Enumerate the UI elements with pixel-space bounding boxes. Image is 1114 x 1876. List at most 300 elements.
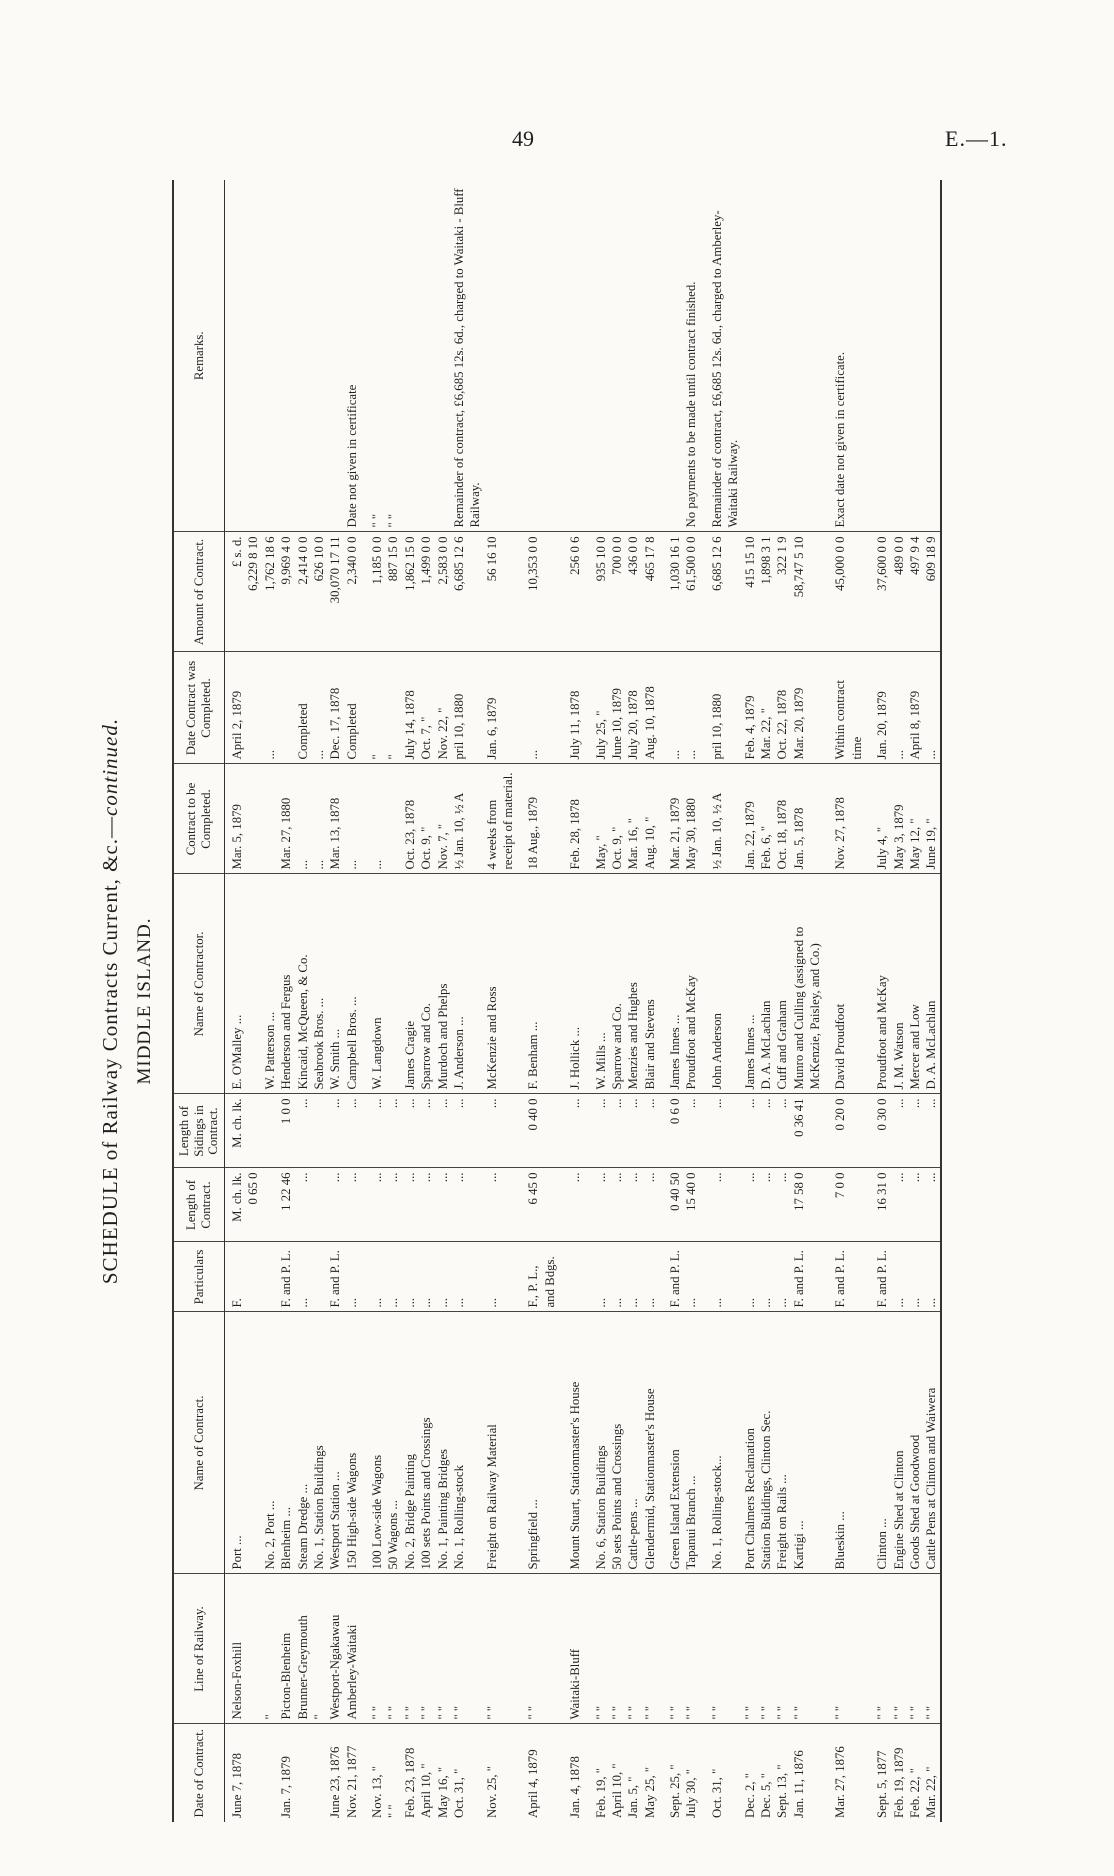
cell-completed: ... xyxy=(658,652,683,764)
cell-contractor xyxy=(385,874,401,1094)
cell-sidings: 0 36 41 xyxy=(791,1094,824,1168)
cell-contractor: F. Benham ... xyxy=(516,874,558,1094)
cell-amount: 700 0 0 xyxy=(609,532,625,652)
cell-line: " " xyxy=(625,1574,641,1724)
cell-remarks xyxy=(742,180,758,532)
cell-line: Amberley-Waitaki xyxy=(344,1574,360,1724)
cell-completed: Aug. 10, 1878 xyxy=(642,652,658,764)
cell-remarks xyxy=(278,180,294,532)
cell-remarks xyxy=(516,180,558,532)
cell-contract: 100 Low-side Wagons xyxy=(360,1312,385,1574)
cell-completed: ... xyxy=(262,652,278,764)
cell-completed: ... xyxy=(923,652,940,764)
cell-particulars: F. and P. L. xyxy=(327,1242,343,1312)
cell-line: " " xyxy=(360,1574,385,1724)
cell-length: ... xyxy=(344,1168,360,1242)
cell-date: Jan. 5, " xyxy=(626,1776,641,1818)
cell-length: 1 22 46 xyxy=(278,1168,294,1242)
table-body xyxy=(225,180,941,1822)
table-row xyxy=(891,180,907,1822)
cell-remarks xyxy=(642,180,658,532)
header-line: Line of Railway. xyxy=(173,1574,225,1724)
cell-date: Oct. 31, " xyxy=(709,1768,724,1818)
cell-amount: 626 10 0 xyxy=(311,532,327,652)
cell-contractor: Munro and Culling (assigned to McKenzie, Paisley, and Co.) xyxy=(791,874,824,1094)
cell-remarks: Remainder of contract, £6,685 12s. 6d., charged to Amberley-Waitaki Railway. xyxy=(700,180,742,532)
cell-to-complete: ... xyxy=(311,764,327,874)
cell-contractor: John Anderson xyxy=(700,874,742,1094)
cell-remarks xyxy=(484,180,517,532)
cell-contract: Cattle Pens at Clinton and Waiwera xyxy=(923,1312,940,1574)
cell-particulars: ... xyxy=(295,1242,311,1312)
cell-sidings: ... xyxy=(558,1094,583,1168)
cell-length: M. ch. lk. 0 65 0 xyxy=(225,1168,262,1242)
cell-date: May 16, " xyxy=(435,1766,450,1818)
cell-length: ... xyxy=(584,1168,609,1242)
cell-sidings: ... xyxy=(484,1094,517,1168)
cell-length: ... xyxy=(484,1168,517,1242)
cell-line: " xyxy=(311,1574,327,1724)
cell-amount: 1,862 15 0 xyxy=(402,532,418,652)
cell-remarks xyxy=(609,180,625,532)
cell-length: 6 45 0 xyxy=(516,1168,558,1242)
cell-amount: 6,685 12 6 xyxy=(700,532,742,652)
cell-line: " " xyxy=(385,1574,401,1724)
cell-contractor: W. Langdown xyxy=(360,874,385,1094)
cell-date: Mar. 22, " xyxy=(923,1724,940,1822)
cell-particulars: F. and P. L. xyxy=(278,1242,294,1312)
cell-date: Feb. 19, 1879 xyxy=(891,1747,906,1818)
header-contractor: Name of Contractor. xyxy=(173,874,225,1094)
cell-to-complete: June 19, " xyxy=(923,764,940,874)
cell-date: April 10, " xyxy=(609,1763,624,1818)
cell-to-complete: Nov. 7, " xyxy=(435,764,451,874)
cell-completed: Completed xyxy=(295,652,311,764)
cell-contract: No. 2, Port ... xyxy=(262,1312,278,1574)
cell-length: ... xyxy=(891,1168,907,1242)
cell-to-complete: July 4, " xyxy=(865,764,890,874)
cell-amount: £ s. d. 6,229 8 10 xyxy=(225,532,262,652)
cell-sidings: ... xyxy=(609,1094,625,1168)
cell-line: " xyxy=(262,1574,278,1724)
cell-length: ... xyxy=(742,1168,758,1242)
cell-to-complete: May, " xyxy=(584,764,609,874)
table-row xyxy=(516,180,558,1822)
rotated-schedule xyxy=(60,180,1104,1822)
cell-amount: 489 0 0 xyxy=(891,532,907,652)
cell-length: ... xyxy=(609,1168,625,1242)
cell-particulars: ... xyxy=(774,1242,790,1312)
cell-sidings: ... xyxy=(642,1094,658,1168)
cell-to-complete: Mar. 13, 1878 xyxy=(327,764,343,874)
cell-completed: Oct. 7, " xyxy=(418,652,434,764)
table-row xyxy=(774,180,790,1822)
cell-contractor: D. A. McLachlan xyxy=(923,874,940,1094)
cell-contract: Cattle-pens ... xyxy=(625,1312,641,1574)
cell-particulars: ... xyxy=(435,1242,451,1312)
cell-contract: Station Buildings, Clinton Sec. xyxy=(758,1312,774,1574)
cell-contract: Freight on Rails ... xyxy=(774,1312,790,1574)
cell-line: " " xyxy=(418,1574,434,1724)
cell-to-complete: 18 Aug., 1879 xyxy=(516,764,558,874)
cell-sidings: 1 0 0 xyxy=(278,1094,294,1168)
cell-to-complete: 4 weeks from receipt of material. xyxy=(484,764,517,874)
cell-line: " " xyxy=(516,1574,558,1724)
cell-to-complete: ... xyxy=(360,764,385,874)
cell-contract: No. 2, Bridge Painting xyxy=(402,1312,418,1574)
cell-to-complete: Mar. 21, 1879 xyxy=(658,764,683,874)
cell-date: Nov. 13, " xyxy=(370,1765,385,1818)
cell-length: ... xyxy=(700,1168,742,1242)
cell-remarks xyxy=(625,180,641,532)
table-row xyxy=(584,180,609,1822)
cell-length: ... xyxy=(385,1168,401,1242)
cell-to-complete: Jan. 22, 1879 xyxy=(742,764,758,874)
cell-contractor: D. A. McLachlan xyxy=(758,874,774,1094)
cell-sidings: ... xyxy=(327,1094,343,1168)
cell-contractor: Sparrow and Co. xyxy=(418,874,434,1094)
cell-amount: 1,762 18 6 xyxy=(262,532,278,652)
table-row xyxy=(385,180,401,1822)
cell-sidings: ... xyxy=(584,1094,609,1168)
cell-date: June 23, 1876 xyxy=(328,1746,343,1818)
cell-length: ... xyxy=(295,1168,311,1242)
cell-sidings: ... xyxy=(402,1094,418,1168)
cell-date: Sept. 13, " xyxy=(775,1764,790,1818)
table-row xyxy=(758,180,774,1822)
cell-completed: ... xyxy=(683,652,699,764)
cell-contractor: Blair and Stevens xyxy=(642,874,658,1094)
cell-line: " " xyxy=(907,1574,923,1724)
cell-date: Dec. 5, " xyxy=(758,1772,773,1818)
cell-to-complete xyxy=(262,764,278,874)
cell-length: ... xyxy=(327,1168,343,1242)
cell-contract: Goods Shed at Goodwood xyxy=(907,1312,923,1574)
cell-amount: 58,747 5 10 xyxy=(791,532,824,652)
cell-date: Nov. 21, 1877 xyxy=(344,1745,359,1818)
cell-remarks xyxy=(225,180,262,532)
cell-contract: Blueskin ... xyxy=(823,1312,865,1574)
header-particulars: Particulars xyxy=(173,1242,225,1312)
cell-amount: 1,030 16 1 xyxy=(658,532,683,652)
cell-completed: July 20, 1878 xyxy=(625,652,641,764)
cell-completed: Oct. 22, 1878 xyxy=(774,652,790,764)
cell-length: ... xyxy=(758,1168,774,1242)
cell-contract: 100 sets Points and Crossings xyxy=(418,1312,434,1574)
table-row xyxy=(823,180,865,1822)
cell-to-complete: Oct. 9, " xyxy=(418,764,434,874)
cell-date: Dec. 2, " xyxy=(742,1772,757,1818)
cell-date: " " xyxy=(386,1804,401,1818)
cell-contract: Freight on Railway Material xyxy=(484,1312,517,1574)
cell-date: Sept. 25, " xyxy=(668,1764,683,1818)
cell-particulars: ... xyxy=(418,1242,434,1312)
cell-sidings xyxy=(311,1094,327,1168)
cell-to-complete xyxy=(385,764,401,874)
table-row xyxy=(923,180,940,1822)
cell-sidings: 0 30 0 xyxy=(865,1094,890,1168)
cell-line: " " xyxy=(484,1574,517,1724)
cell-sidings: ... xyxy=(344,1094,360,1168)
cell-particulars: ... xyxy=(642,1242,658,1312)
cell-completed: June 10, 1879 xyxy=(609,652,625,764)
cell-sidings: ... xyxy=(435,1094,451,1168)
cell-remarks xyxy=(418,180,434,532)
table-row xyxy=(558,180,583,1822)
cell-particulars: ... xyxy=(609,1242,625,1312)
cell-date: Jan. 11, 1876 xyxy=(791,1750,806,1818)
cell-amount: 415 15 10 xyxy=(742,532,758,652)
cell-completed: July 11, 1878 xyxy=(558,652,583,764)
cell-contractor: J. Hollick ... xyxy=(558,874,583,1094)
cell-particulars: ... xyxy=(758,1242,774,1312)
cell-line: Brunner-Greymouth xyxy=(295,1574,311,1724)
cell-remarks xyxy=(865,180,890,532)
cell-sidings: ... xyxy=(923,1094,940,1168)
cell-to-complete: Oct. 9, " xyxy=(609,764,625,874)
cell-amount: 1,185 0 0 xyxy=(360,532,385,652)
cell-contract: 50 sets Points and Crossings xyxy=(609,1312,625,1574)
cell-date: Jan. 7, 1879 xyxy=(279,1756,294,1818)
header-remarks: Remarks. xyxy=(173,180,225,532)
cell-particulars: ... xyxy=(907,1242,923,1312)
cell-to-complete: Feb. 28, 1878 xyxy=(558,764,583,874)
title-main: SCHEDULE of Railway Contracts Current, &c.— xyxy=(98,815,122,1285)
cell-length: ... xyxy=(642,1168,658,1242)
cell-date xyxy=(311,1724,327,1822)
table-row xyxy=(683,180,699,1822)
cell-completed: ... xyxy=(516,652,558,764)
header-completed: Date Contract was Completed. xyxy=(173,652,225,764)
cell-sidings: ... xyxy=(295,1094,311,1168)
cell-length: 16 31 0 xyxy=(865,1168,890,1242)
cell-particulars: F., P. L., and Bdgs. xyxy=(516,1242,558,1312)
cell-remarks: " " xyxy=(360,180,385,532)
cell-date: April 10, " xyxy=(419,1763,434,1818)
cell-contractor: Cuff and Graham xyxy=(774,874,790,1094)
cell-sidings: ... xyxy=(700,1094,742,1168)
cell-completed xyxy=(278,652,294,764)
cell-line: " " xyxy=(865,1574,890,1724)
cell-length: ... xyxy=(558,1168,583,1242)
table-row xyxy=(700,180,742,1822)
cell-line: Waitaki-Bluff xyxy=(558,1574,583,1724)
cell-contractor: James Innes ... xyxy=(658,874,683,1094)
cell-line: " " xyxy=(658,1574,683,1724)
cell-line: Nelson-Foxhill xyxy=(225,1574,262,1724)
cell-completed: Completed xyxy=(344,652,360,764)
schedule-subtitle: MIDDLE ISLAND. xyxy=(134,917,155,1085)
cell-completed: Mar. 20, 1879 xyxy=(791,652,824,764)
cell-sidings: ... xyxy=(360,1094,385,1168)
cell-particulars: F. and P. L. xyxy=(823,1242,865,1312)
cell-contractor: J. M. Watson xyxy=(891,874,907,1094)
cell-completed: Within contract time xyxy=(823,652,865,764)
cell-amount: 9,969 4 0 xyxy=(278,532,294,652)
table-row xyxy=(658,180,683,1822)
cell-contractor: Seabrook Bros. ... xyxy=(311,874,327,1094)
cell-contract: Port Chalmers Reclamation xyxy=(742,1312,758,1574)
cell-line: " " xyxy=(402,1574,418,1724)
cell-completed: April 2, 1879 xyxy=(225,652,262,764)
page-number: 49 xyxy=(512,126,534,151)
table-row xyxy=(402,180,418,1822)
header-to-complete: Contract to be Completed. xyxy=(173,764,225,874)
cell-to-complete: Oct. 23, 1878 xyxy=(402,764,418,874)
cell-sidings: ... xyxy=(385,1094,401,1168)
cell-to-complete: ½ Jan. 10, ½ A xyxy=(700,764,742,874)
table-row xyxy=(278,180,294,1822)
header-sidings: Length of Sidings in Contract. xyxy=(173,1094,225,1168)
cell-contractor: Campbell Bros. ... xyxy=(344,874,360,1094)
table-row xyxy=(225,180,262,1822)
header-length: Length of Contract. xyxy=(173,1168,225,1242)
table-row xyxy=(418,180,434,1822)
cell-line: Picton-Blenheim xyxy=(278,1574,294,1724)
cell-length xyxy=(262,1168,278,1242)
cell-contract: No. 1, Rolling-stock... xyxy=(700,1312,742,1574)
cell-to-complete: Jan. 5, 1878 xyxy=(791,764,824,874)
cell-date xyxy=(295,1724,311,1822)
table-row xyxy=(262,180,278,1822)
cell-contract: No. 1, Painting Bridges xyxy=(435,1312,451,1574)
cell-length: 0 40 50 xyxy=(658,1168,683,1242)
cell-particulars: ... xyxy=(923,1242,940,1312)
cell-sidings: 0 20 0 xyxy=(823,1094,865,1168)
cell-line: " " xyxy=(642,1574,658,1724)
cell-to-complete: ½ Jan. 10, ½ A xyxy=(451,764,484,874)
cell-remarks xyxy=(435,180,451,532)
cell-to-complete: ... xyxy=(344,764,360,874)
cell-date: Nov. 25, " xyxy=(484,1765,499,1818)
cell-amount: 10,353 0 0 xyxy=(516,532,558,652)
cell-length: ... xyxy=(625,1168,641,1242)
cell-particulars: ... xyxy=(402,1242,418,1312)
cell-amount: 1,898 3 1 xyxy=(758,532,774,652)
cell-contractor: Kincaid, McQueen, & Co. xyxy=(295,874,311,1094)
cell-contractor: W. Mills ... xyxy=(584,874,609,1094)
cell-particulars: ... xyxy=(891,1242,907,1312)
table-row xyxy=(311,180,327,1822)
cell-contractor: James Innes ... xyxy=(742,874,758,1094)
cell-contractor: J. Anderson ... xyxy=(451,874,484,1094)
cell-contractor: W. Patterson ... xyxy=(262,874,278,1094)
cell-remarks xyxy=(262,180,278,532)
cell-amount: 256 0 6 xyxy=(558,532,583,652)
document-reference: E.—1. xyxy=(945,126,1008,151)
cell-completed: Feb. 4, 1879 xyxy=(742,652,758,764)
cell-line: " " xyxy=(923,1574,940,1724)
cell-contract: No. 6, Station Buildings xyxy=(584,1312,609,1574)
cell-length: ... xyxy=(418,1168,434,1242)
cell-date: Feb. 19, " xyxy=(593,1767,608,1818)
cell-particulars xyxy=(558,1242,583,1312)
cell-length: ... xyxy=(435,1168,451,1242)
cell-completed: Dec. 17, 1878 xyxy=(327,652,343,764)
cell-contract: Springfield ... xyxy=(516,1312,558,1574)
cell-contract: Green Island Extension xyxy=(658,1312,683,1574)
cell-to-complete: Mar. 16, " xyxy=(625,764,641,874)
cell-contractor: Proudfoot and McKay xyxy=(683,874,699,1094)
table-row xyxy=(327,180,343,1822)
cell-completed: July 14, 1878 xyxy=(402,652,418,764)
cell-sidings: ... xyxy=(451,1094,484,1168)
cell-amount: 322 1 9 xyxy=(774,532,790,652)
table-row xyxy=(360,180,385,1822)
cell-length: ... xyxy=(774,1168,790,1242)
cell-line: " " xyxy=(700,1574,742,1724)
cell-sidings: ... xyxy=(774,1094,790,1168)
cell-length: ... xyxy=(402,1168,418,1242)
cell-amount: 2,414 0 0 xyxy=(295,532,311,652)
cell-line: " " xyxy=(451,1574,484,1724)
cell-date: Oct. 31, " xyxy=(451,1768,466,1818)
cell-remarks xyxy=(584,180,609,532)
cell-amount: 609 18 9 xyxy=(923,532,940,652)
cell-length: 17 58 0 xyxy=(791,1168,824,1242)
cell-particulars: F. and P. L. xyxy=(791,1242,824,1312)
cell-completed: pril 10, 1880 xyxy=(700,652,742,764)
cell-contract: Engine Shed at Clinton xyxy=(891,1312,907,1574)
table-row xyxy=(344,180,360,1822)
cell-date: Sept. 5, 1877 xyxy=(875,1750,890,1818)
cell-contractor: W. Smith ... xyxy=(327,874,343,1094)
cell-line: Westport-Ngakawau xyxy=(327,1574,343,1724)
cell-to-complete: May 3, 1879 xyxy=(891,764,907,874)
cell-contractor: E. O'Malley ... xyxy=(225,874,262,1094)
cell-contract: Westport Station ... xyxy=(327,1312,343,1574)
table-row xyxy=(484,180,517,1822)
cell-remarks xyxy=(774,180,790,532)
cell-to-complete: May 30, 1880 xyxy=(683,764,699,874)
cell-date: Feb. 23, 1878 xyxy=(402,1747,417,1818)
cell-contractor: Henderson and Fergus xyxy=(278,874,294,1094)
table-row xyxy=(791,180,824,1822)
cell-line: " " xyxy=(891,1574,907,1724)
cell-to-complete: Aug. 10, " xyxy=(642,764,658,874)
cell-to-complete: ... xyxy=(295,764,311,874)
cell-particulars xyxy=(262,1242,278,1312)
cell-length: ... xyxy=(923,1168,940,1242)
cell-particulars: ... xyxy=(344,1242,360,1312)
cell-date: Mar. 27, 1876 xyxy=(833,1746,848,1818)
cell-remarks xyxy=(295,180,311,532)
cell-remarks xyxy=(402,180,418,532)
cell-remarks xyxy=(311,180,327,532)
cell-remarks: No payments to be made until contract finished. xyxy=(683,180,699,532)
cell-particulars: F. xyxy=(225,1242,262,1312)
cell-remarks xyxy=(658,180,683,532)
cell-line: " " xyxy=(683,1574,699,1724)
cell-contractor: Murdoch and Phelps xyxy=(435,874,451,1094)
cell-sidings: ... xyxy=(891,1094,907,1168)
cell-completed: July 25, " xyxy=(584,652,609,764)
cell-length: ... xyxy=(907,1168,923,1242)
cell-amount: 37,600 0 0 xyxy=(865,532,890,652)
cell-particulars: ... xyxy=(451,1242,484,1312)
cell-line: " " xyxy=(742,1574,758,1724)
cell-particulars: ... xyxy=(385,1242,401,1312)
cell-contract: Mount Stuart, Stationmaster's House xyxy=(558,1312,583,1574)
cell-completed: " xyxy=(385,652,401,764)
cell-contract: No. 1, Rolling-stock xyxy=(451,1312,484,1574)
cell-line: " " xyxy=(758,1574,774,1724)
cell-particulars: ... xyxy=(625,1242,641,1312)
cell-date: Jan. 4, 1878 xyxy=(568,1756,583,1818)
cell-date xyxy=(262,1724,278,1822)
cell-remarks xyxy=(891,180,907,532)
cell-particulars: F. and P. L. xyxy=(658,1242,683,1312)
